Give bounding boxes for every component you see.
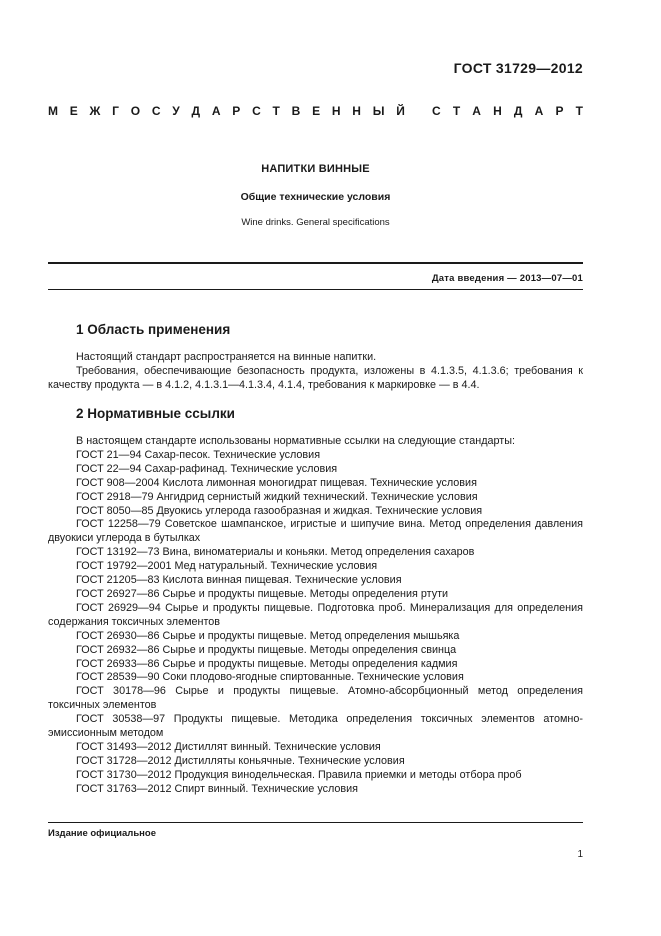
paragraph: В настоящем стандарте использованы нормативные ссылки на следующие стандарты: (76, 435, 515, 447)
paragraph: ГОСТ 31728—2012 Дистилляты коньячные. Технические условия (76, 754, 405, 767)
letter: Е (69, 104, 78, 118)
english-title: Wine drinks. General specifications (241, 217, 390, 228)
paragraph: ГОСТ 26932—86 Сырье и продукты пищевые. Методы определения свинца (76, 643, 457, 656)
letter: Р (555, 104, 564, 118)
document-subtitle: Общие технические условия (240, 191, 391, 203)
paragraph: ГОСТ 30178—96 Сырье и продукты пищевые. Атомно-абсорбционный метод определения токсичных элементов (48, 685, 583, 712)
divider (48, 262, 583, 264)
footer-divider (48, 822, 583, 823)
page-number: 1 (577, 849, 583, 860)
letter: Н (493, 104, 502, 118)
paragraph: ГОСТ 30538—97 Продукты пищевые. Методика определения токсичных элементов атомно-эмиссионным методом (48, 713, 583, 740)
section-heading: 1 Область применения (76, 322, 231, 337)
letter: М (48, 104, 58, 118)
document-code: ГОСТ 31729—2012 (453, 60, 583, 76)
letter: Н (331, 104, 341, 118)
paragraph: ГОСТ 26929—94 Сырье и продукты пищевые. Подготовка проб. Минерализация для определения содержания токсичных элементов (48, 601, 583, 628)
letter: Т (452, 104, 461, 118)
paragraph: ГОСТ 21—94 Сахар-песок. Технические условия (76, 448, 321, 461)
edition-note: Издание официальное (48, 828, 156, 839)
section-body (48, 435, 583, 797)
paragraph: Настоящий стандарт распространяется на винные напитки. (76, 351, 377, 363)
letter: Р (232, 104, 241, 118)
letter: С (432, 104, 441, 118)
introduction-date: Дата введения — 2013—07—01 (431, 273, 583, 284)
letter: Ы (372, 104, 385, 118)
letter: В (291, 104, 301, 118)
standard-type-heading (48, 104, 583, 118)
letter: А (472, 104, 481, 118)
letter: Е (312, 104, 321, 118)
paragraph: ГОСТ 31493—2012 Дистиллят винный. Технические условия (76, 740, 381, 753)
section-body (48, 351, 583, 393)
paragraph: Требования, обеспечивающие безопасность продукта, изложены в 4.1.3.5, 4.1.3.6; требования к качеству продукта — в 4.1.2, 4.1.3.1—4.1.3.4, 4.1.4, требования к маркировке — в 4.4. (48, 364, 583, 391)
letter: Ж (89, 104, 101, 118)
letter: У (172, 104, 180, 118)
letter: Т (575, 104, 583, 118)
paragraph: ГОСТ 8050—85 Двуокись углерода газообразная и жидкая. Технические условия (76, 504, 483, 517)
paragraph: ГОСТ 22—94 Сахар-рафинад. Технические условия (76, 462, 338, 475)
standard-type-word (432, 104, 583, 118)
paragraph: ГОСТ 26927—86 Сырье и продукты пищевые. Методы определения ртути (76, 587, 449, 600)
letter: Й (396, 104, 405, 118)
divider (48, 289, 583, 290)
paragraph: ГОСТ 21205—83 Кислота винная пищевая. Технические условия (76, 574, 402, 587)
letter: С (151, 104, 161, 118)
document-title: НАПИТКИ ВИННЫЕ (261, 163, 370, 175)
paragraph: ГОСТ 19792—2001 Мед натуральный. Технические условия (76, 560, 378, 573)
letter: Д (513, 104, 523, 118)
paragraph: ГОСТ 2918—79 Ангидрид сернистый жидкий технический. Технические условия (76, 490, 478, 503)
letter: С (252, 104, 261, 118)
paragraph: ГОСТ 908—2004 Кислота лимонная моногидрат пищевая. Технические условия (76, 476, 477, 489)
letter: Т (272, 104, 280, 118)
letter: А (211, 104, 221, 118)
letter: Д (191, 104, 201, 118)
paragraph: ГОСТ 13192—73 Вина, виноматериалы и коньяки. Метод определения сахаров (76, 546, 475, 559)
letter: Н (352, 104, 361, 118)
paragraph: ГОСТ 12258—79 Советское шампанское, игристые и шипучие вина. Метод определения давления двуокиси углерода в бутылках (48, 518, 583, 545)
paragraph: ГОСТ 28539—90 Соки плодово-ягодные спиртованные. Технические условия (76, 671, 464, 684)
letter: А (534, 104, 544, 118)
paragraph: ГОСТ 26933—86 Сырье и продукты пищевые. Методы определения кадмия (76, 657, 458, 670)
paragraph: ГОСТ 31763—2012 Спирт винный. Технические условия (76, 782, 359, 795)
letter: Г (112, 104, 119, 118)
paragraph: ГОСТ 26930—86 Сырье и продукты пищевые. Метод определения мышьяка (76, 629, 460, 642)
letter: О (130, 104, 141, 118)
paragraph: ГОСТ 31730—2012 Продукция винодельческая. Правила приемки и методы отбора проб (76, 768, 522, 781)
standard-type-word (48, 104, 405, 118)
section-heading: 2 Нормативные ссылки (76, 406, 235, 421)
